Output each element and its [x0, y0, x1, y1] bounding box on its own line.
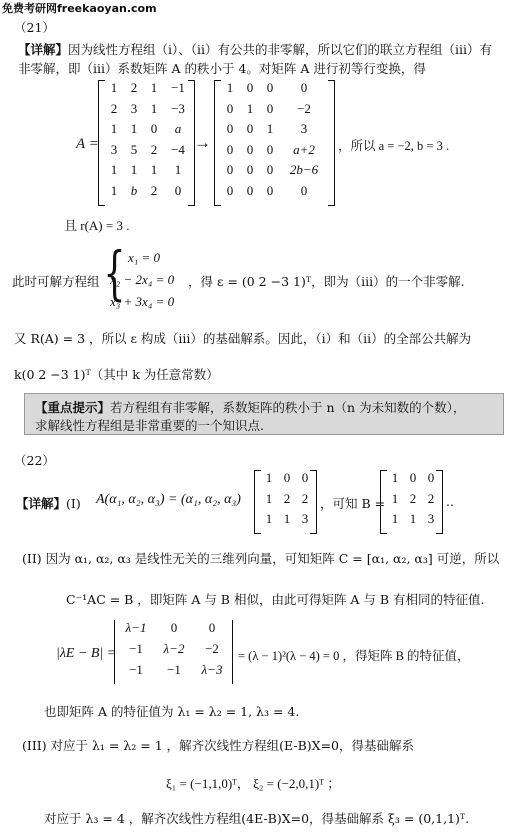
- matrix-left: [104, 80, 192, 204]
- q22-part1-row: [16, 494, 81, 512]
- hint-line1: 若方程组有非零解，系数矩阵的秩小于 n（n 为未知数的个数），: [110, 400, 466, 415]
- matrix-cell: 0: [266, 80, 274, 95]
- q21-solve-result: ，得 ε = (0 2 −3 1)ᵀ，即为（iii）的一个非零解.: [188, 274, 465, 289]
- matrix-cell: 2: [283, 490, 291, 506]
- matrix-cell: 3: [130, 100, 138, 116]
- matrix-cell: 1: [130, 162, 138, 177]
- det-matrix: [118, 620, 230, 684]
- matrix-b2: [386, 470, 442, 532]
- q21-para3-line1: 又 R(A) = 3 ，所以 ε 构成（iii）的基础解系。因此，（i）和（ii）的全部公共解为: [14, 331, 472, 346]
- matrix-row: [220, 80, 328, 96]
- matrix-cell: 0: [300, 80, 308, 95]
- matrix-cell: 0: [170, 620, 178, 635]
- q21-rank-line: 且 r(A) = 3 .: [64, 218, 130, 233]
- matrix-row: [386, 470, 440, 486]
- q22-eigen-line: 也即矩阵 A 的特征值为 λ₁ = λ₂ = 1, λ₃ = 4.: [44, 704, 300, 719]
- matrix-row: [220, 142, 328, 158]
- matrix-right: [220, 80, 330, 204]
- matrix-row: [386, 491, 440, 507]
- matrix-row: [118, 641, 230, 657]
- matrix-cell: −2: [297, 100, 311, 116]
- matrix-cell: λ−2: [163, 641, 185, 656]
- det-left-bar: [114, 620, 115, 684]
- matrix-cell: 3: [110, 141, 118, 157]
- matrix-cell: 2: [130, 80, 138, 95]
- matrix-row: [220, 121, 328, 137]
- matrix-b1: [260, 470, 316, 532]
- matrix-cell: −2: [205, 641, 219, 656]
- matrix-right-close-bracket: [328, 80, 335, 206]
- matrix-row: [220, 183, 328, 199]
- matrix-cell: 1: [391, 511, 399, 526]
- matrix-cell: 0: [226, 100, 234, 116]
- matrix-cell: 1: [110, 80, 118, 95]
- matrix-cell: 1: [150, 100, 158, 116]
- matrix-cell: 0: [427, 470, 435, 485]
- q21-conclusion: ，所以 a = −2, b = 3 .: [338, 139, 450, 153]
- matrix-cell: 1: [150, 80, 158, 95]
- matrix-row: [104, 121, 192, 137]
- matrix-row: [220, 101, 328, 117]
- matrix-row: [260, 491, 314, 507]
- matrix-cell: 3: [300, 121, 308, 136]
- matrix-cell: 0: [266, 100, 274, 116]
- matrix-cell: −1: [167, 662, 181, 677]
- matrix-cell: 1: [246, 100, 254, 116]
- matrix-cell: −1: [171, 80, 185, 95]
- matrix-cell: 0: [266, 162, 274, 177]
- matrix-cell: −1: [129, 662, 143, 677]
- q21-para1-line1: [18, 40, 492, 58]
- matrix-cell: 1: [283, 511, 291, 526]
- matrix-cell: 0: [246, 80, 254, 95]
- matrix-cell: 1: [265, 511, 273, 526]
- matrix-cell: 1: [265, 470, 273, 485]
- matrix-a-label: A =: [76, 136, 99, 152]
- q22-xi-line: ξ₁ = (−1,1,0)ᵀ， ξ₂ = (−2,0,1)ᵀ ；: [166, 776, 341, 791]
- system-eq2: x₂ − 2x₄ = 0: [110, 272, 175, 287]
- q21-text: 因为线性方程组（i）、（ii）有公共的非零解，所以它们的联立方程组（iii）有: [68, 42, 493, 57]
- matrix-cell: 2: [110, 100, 118, 116]
- matrix-row: [260, 511, 314, 527]
- q21-para3-line2: k(0 2 −3 1)ᵀ（其中 k 为任意常数）: [14, 367, 219, 382]
- q22-part1-end: ..: [446, 494, 454, 509]
- matrix-cell: 0: [246, 182, 254, 198]
- matrix-cell: b: [130, 182, 138, 198]
- matrix-cell: 0: [300, 182, 308, 198]
- matrix-row: [104, 142, 192, 158]
- matrix-cell: 1: [266, 121, 274, 136]
- matrix-cell: 3: [301, 511, 309, 526]
- matrix-cell: 0: [174, 182, 182, 198]
- hint-box: [24, 393, 504, 435]
- matrix-cell: 1: [391, 470, 399, 485]
- q22-part1-label: (I): [66, 496, 81, 511]
- matrix-cell: 0: [226, 162, 234, 177]
- q22-part1-mid: ，可知 B =: [320, 496, 386, 511]
- q22-part2-line2: C⁻¹AC = B ，即矩阵 A 与 B 相似，由此可得矩阵 A 与 B 有相同的特征值.: [66, 592, 485, 607]
- matrix-cell: 2: [427, 490, 435, 506]
- matrix-cell: 2: [301, 490, 309, 506]
- matrix-cell: 1: [409, 511, 417, 526]
- matrix-row: [104, 162, 192, 178]
- matrix-cell: 2: [409, 490, 417, 506]
- matrix-cell: 0: [266, 182, 274, 198]
- system-eq1: x₁ = 0: [128, 250, 161, 265]
- q22-part2-line1: (II) 因为 α₁, α₂, α₃ 是线性无关的三维列向量，可知矩阵 C = [α₁, α₂, α₃] 可逆，所以: [22, 551, 500, 566]
- matrix-cell: 0: [226, 121, 234, 136]
- matrix-row: [104, 101, 192, 117]
- matrix-cell: 0: [150, 121, 158, 136]
- matrix-row: [104, 80, 192, 96]
- matrix-cell: 0: [226, 141, 234, 157]
- hint-label: 【重点提示】: [35, 400, 111, 415]
- q22-part3-line1: (III) 对应于 λ₁ = λ₂ = 1 ，解齐次线性方程组(E-B)X=0，得基础解系: [22, 738, 414, 753]
- matrix-cell: 5: [130, 141, 138, 157]
- matrix-row: [118, 620, 230, 636]
- matrix-cell: −4: [171, 141, 185, 157]
- matrix-cell: a+2: [293, 141, 315, 157]
- det-label: |λE − B| =: [56, 646, 117, 661]
- matrix-row: [104, 183, 192, 199]
- hint-line1-row: [35, 398, 465, 416]
- matrix-cell: 0: [409, 470, 417, 485]
- matrix-cell: 1: [391, 490, 399, 506]
- matrix-cell: 0: [208, 620, 216, 635]
- matrix-cell: −3: [171, 100, 185, 116]
- matrix-cell: 0: [301, 470, 309, 485]
- q22-part1-eq: A(α₁, α₂, α₃) = (α₁, α₂, α₃): [96, 492, 241, 507]
- watermark-header: 免费考研网freekaoyan.com: [2, 2, 157, 15]
- matrix-row: [386, 511, 440, 527]
- matrix-cell: 0: [246, 162, 254, 177]
- matrix-row: [220, 162, 328, 178]
- matrix-cell: 0: [226, 182, 234, 198]
- matrix-cell: 1: [226, 80, 234, 95]
- matrix-cell: −1: [129, 641, 143, 656]
- matrix-cell: 2b−6: [289, 162, 319, 177]
- det-right-bar: [232, 620, 233, 684]
- matrix-cell: 1: [174, 162, 182, 177]
- matrix-cell: 2: [150, 141, 158, 157]
- matrix-cell: a: [174, 121, 182, 136]
- question-number-22: （22）: [14, 453, 55, 468]
- matrix-cell: 2: [150, 182, 158, 198]
- matrix-cell: 1: [265, 490, 273, 506]
- matrix-cell: 0: [246, 121, 254, 136]
- matrix-cell: 1: [130, 121, 138, 136]
- transform-arrow: →: [194, 133, 211, 152]
- matrix-row: [260, 470, 314, 486]
- matrix-cell: 1: [110, 182, 118, 198]
- matrix-cell: 3: [427, 511, 435, 526]
- matrix-row: [118, 662, 230, 678]
- system-eq3: x₃ + 3x₄ = 0: [110, 294, 175, 309]
- question-number-21: （21）: [14, 20, 55, 35]
- det-result: = (λ − 1)²(λ − 4) = 0 ，得矩阵 B 的特征值，: [238, 649, 470, 663]
- matrix-cell: 0: [266, 141, 274, 157]
- matrix-cell: 1: [110, 162, 118, 177]
- q21-solve-prefix: 此时可解方程组: [12, 274, 100, 289]
- matrix-cell: λ−1: [125, 620, 147, 635]
- matrix-cell: 0: [283, 470, 291, 485]
- detail-label: 【详解】: [18, 42, 69, 57]
- hint-line2: 求解线性方程组是非常重要的一个知识点.: [35, 418, 264, 433]
- system-brace: {: [103, 239, 126, 307]
- matrix-cell: 0: [246, 141, 254, 157]
- q21-para1-line2: 非零解，即（iii）系数矩阵 A 的秩小于 4。对矩阵 A 进行初等行变换，得: [18, 61, 426, 76]
- q22-part3-line3: 对应于 λ₃ = 4 ，解齐次线性方程组(4E-B)X=0，得基础解系 ξ₃ = (0,1,1)ᵀ.: [44, 811, 470, 826]
- matrix-cell: λ−3: [201, 662, 223, 677]
- q22-detail-label: 【详解】: [16, 496, 67, 511]
- matrix-cell: 1: [150, 162, 158, 177]
- matrix-b1-close: [310, 470, 317, 534]
- matrix-cell: 1: [110, 121, 118, 136]
- matrix-b2-close: [436, 470, 443, 534]
